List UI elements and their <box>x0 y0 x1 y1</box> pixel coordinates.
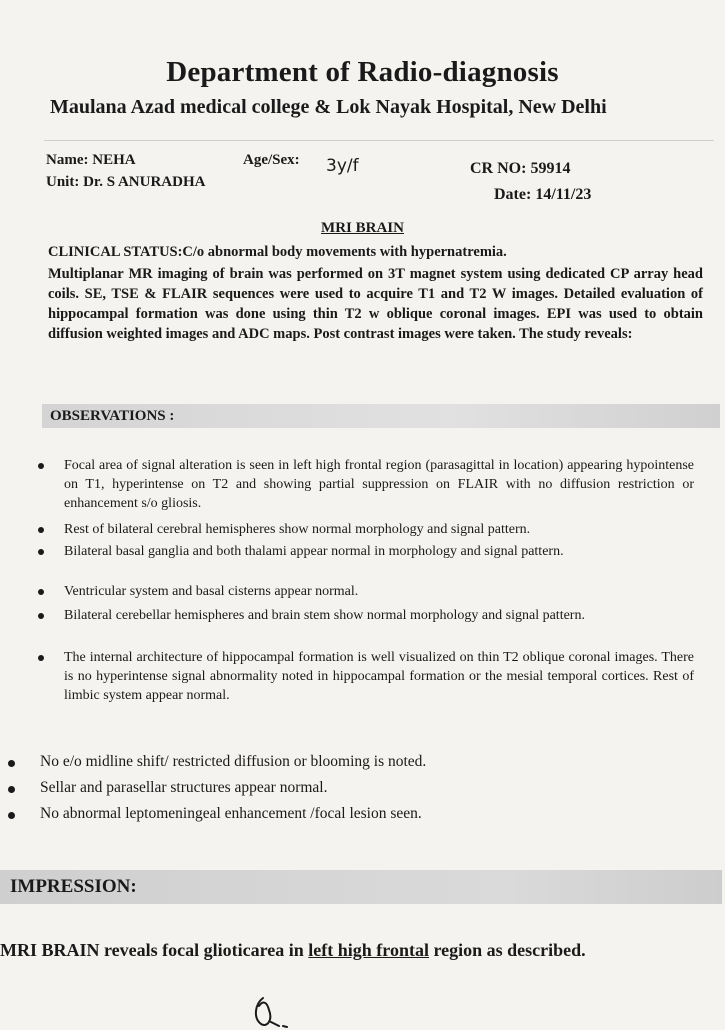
technique-paragraph: Multiplanar MR imaging of brain was performed on 3T magnet system using dedicated CP array head coils. SE, TSE & FLAIR sequences were used to acquire T1 and T2 W images. Detailed evaluation of hippocampal formation was done using thin T2 w oblique coronal images. EPI was used to obtain diffusion weighted images and ADC maps. Post contrast images were taken. The study reveals: <box>48 266 703 342</box>
cr-number: CR NO: 59914 <box>470 160 571 177</box>
unit-doctor: Unit: Dr. S ANURADHA <box>46 174 206 190</box>
age-sex-value: 3y/f <box>326 156 359 176</box>
bullet-icon <box>38 527 44 533</box>
bullet-icon <box>38 549 44 555</box>
impression-underlined-region: left high frontal <box>308 940 429 960</box>
bullet-icon <box>38 613 44 619</box>
department-title: Department of Radio-diagnosis <box>166 56 559 88</box>
bullet-icon <box>38 655 44 661</box>
report-page: Department of Radio-diagnosis Maulana Azad medical college & Lok Nayak Hospital, New Delhi Name: NEHA Age/Sex: 3y/f CR NO: 59914 Unit: Dr. S ANURADHA Date: 14/11/23 MRI BRAIN CLINICAL STATUS:C/o abnormal body movements with hypernatremia. Multiplanar MR imaging of brain was performed on 3T magnet system using dedicated CP array head coils. SE, TSE & FLAIR sequences were used to acquire T1 and T2 W images. Detailed evaluation of hippocampal formation was done using thin T2 w oblique coronal images. EPI was used to obtain diffusion weighted images and ADC maps. Post contrast images were taken. The study reveals: OBSERVATIONS : Focal area of signal alteration is seen in left high frontal region (parasagittal in location) appearing hypointense on T1, hyperintense on T2 and showing partial suppression on FLAIR with no diffusion restriction or enhancement s/o gliosis. Rest of bilateral cerebral hemispheres show normal morphology and signal pattern. Bilateral basal ganglia and both thalami appear normal in morphology and signal pattern. Ventricular system and basal cisterns appear normal. Bilateral cerebellar hemispheres and brain stem show normal morphology and signal pattern. The internal architecture of hippocampal formation is well visualized on thin T2 oblique coronal images. There is no hyperintense signal abnormality noted in hippocampal formation or the mesial temporal cortices. Rest of limbic system appear normal. No e/o midline shift/ restricted diffusion or blooming is noted. Sellar and parasellar structures appear normal. No abnormal leptomeningeal enhancement /focal lesion seen. IMPRESSION: MRI BRAIN reveals focal glioticarea in left high frontal region as described. <box>0 0 725 1030</box>
bullet-icon <box>8 760 15 767</box>
report-date: Date: 14/11/23 <box>494 186 592 203</box>
bullet-icon <box>8 786 15 793</box>
bullet-icon <box>8 812 15 819</box>
header-divider <box>44 140 714 141</box>
observations-heading: OBSERVATIONS : <box>50 408 175 424</box>
observations-header-band <box>42 404 720 428</box>
bullet-icon <box>38 589 44 595</box>
signature-mark <box>245 990 305 1030</box>
institution-subtitle: Maulana Azad medical college & Lok Nayak Hospital, New Delhi <box>50 96 607 118</box>
impression-text: MRI BRAIN reveals focal glioticarea in left high frontal region as described. <box>0 940 586 960</box>
report-title: MRI BRAIN <box>321 220 404 236</box>
impression-header-band <box>0 870 722 904</box>
impression-heading: IMPRESSION: <box>10 876 137 897</box>
age-sex-label: Age/Sex: <box>243 152 300 168</box>
bullet-icon <box>38 463 44 469</box>
clinical-status: CLINICAL STATUS:C/o abnormal body movements with hypernatremia. <box>48 244 507 260</box>
patient-name: Name: NEHA <box>46 152 136 168</box>
